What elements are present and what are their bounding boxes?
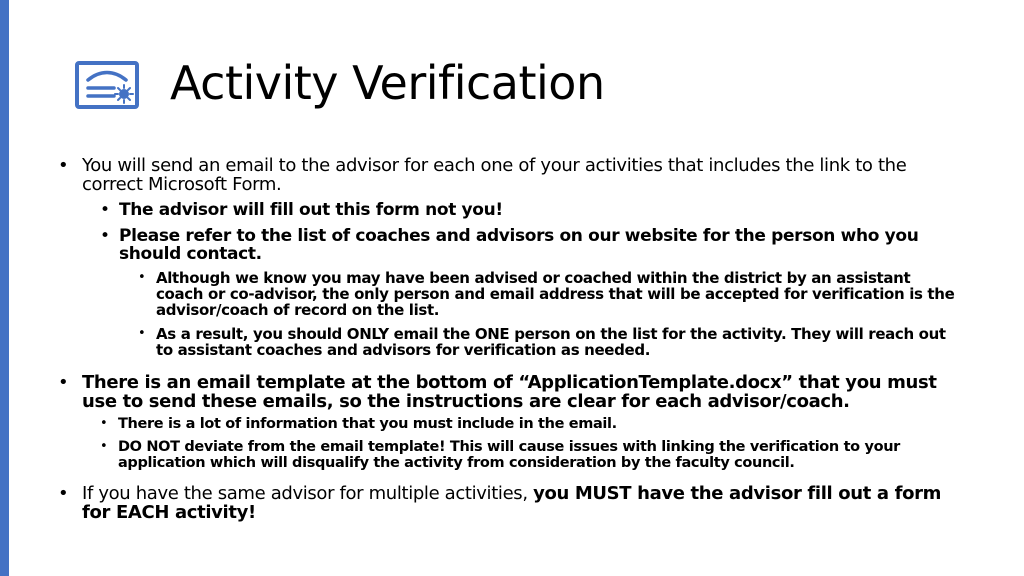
list-item [138, 270, 958, 318]
bullet-icon: • [100, 416, 108, 431]
bullet-icon: • [100, 200, 110, 220]
bullet-text: There is a lot of information that you must include in the email. [118, 416, 617, 432]
bullet-text: As a result, you should ONLY email the ONE person on the list for the activity. They will reach out to assistant coaches and advisors for verification as needed. [156, 325, 946, 359]
bullet-text: DO NOT deviate from the email template! This will cause issues with linking the verification to your application which will disqualify the activity from consideration by the faculty council. [118, 439, 900, 471]
bullet-text: There is an email template at the bottom of “ApplicationTemplate.docx” that you must use to send these emails, so the instructions are clear for each advisor/coach. [82, 372, 937, 412]
bullet-text: You will send an email to the advisor for each one of your activities that includes the link to the correct Microsoft Form. [82, 155, 907, 195]
bullet-text-emphasis: you MUST have the advisor fill out a form for EACH activity! [82, 483, 942, 523]
bullet-text: Although we know you may have been advised or coached within the district by an assistant coach or co-advisor, the only person and email address that will be accepted for verification is the advisor/coach of record on the list. [156, 269, 955, 319]
list-item [58, 373, 958, 411]
bullet-icon: • [58, 483, 69, 504]
bullet-icon: • [138, 270, 146, 285]
list-item [100, 439, 960, 471]
bullet-icon: • [58, 155, 69, 176]
list-item [138, 326, 958, 358]
bullet-text-normal: If you have the same advisor for multiple activities, [82, 483, 534, 504]
list-item [100, 201, 960, 219]
bullet-text: Please refer to the list of coaches and advisors on our website for the person who you should contact. [119, 226, 919, 264]
list-item [100, 227, 960, 263]
bullet-icon: • [100, 226, 110, 246]
bullet-icon: • [100, 439, 108, 454]
bullet-icon: • [138, 326, 146, 341]
list-item [58, 156, 958, 194]
bullet-text [82, 484, 958, 522]
bullet-text: The advisor will fill out this form not you! [119, 200, 503, 220]
page-title: Activity Verification [170, 56, 605, 110]
bullet-icon: • [58, 372, 69, 393]
list-item [100, 416, 960, 432]
list-item [58, 484, 958, 522]
